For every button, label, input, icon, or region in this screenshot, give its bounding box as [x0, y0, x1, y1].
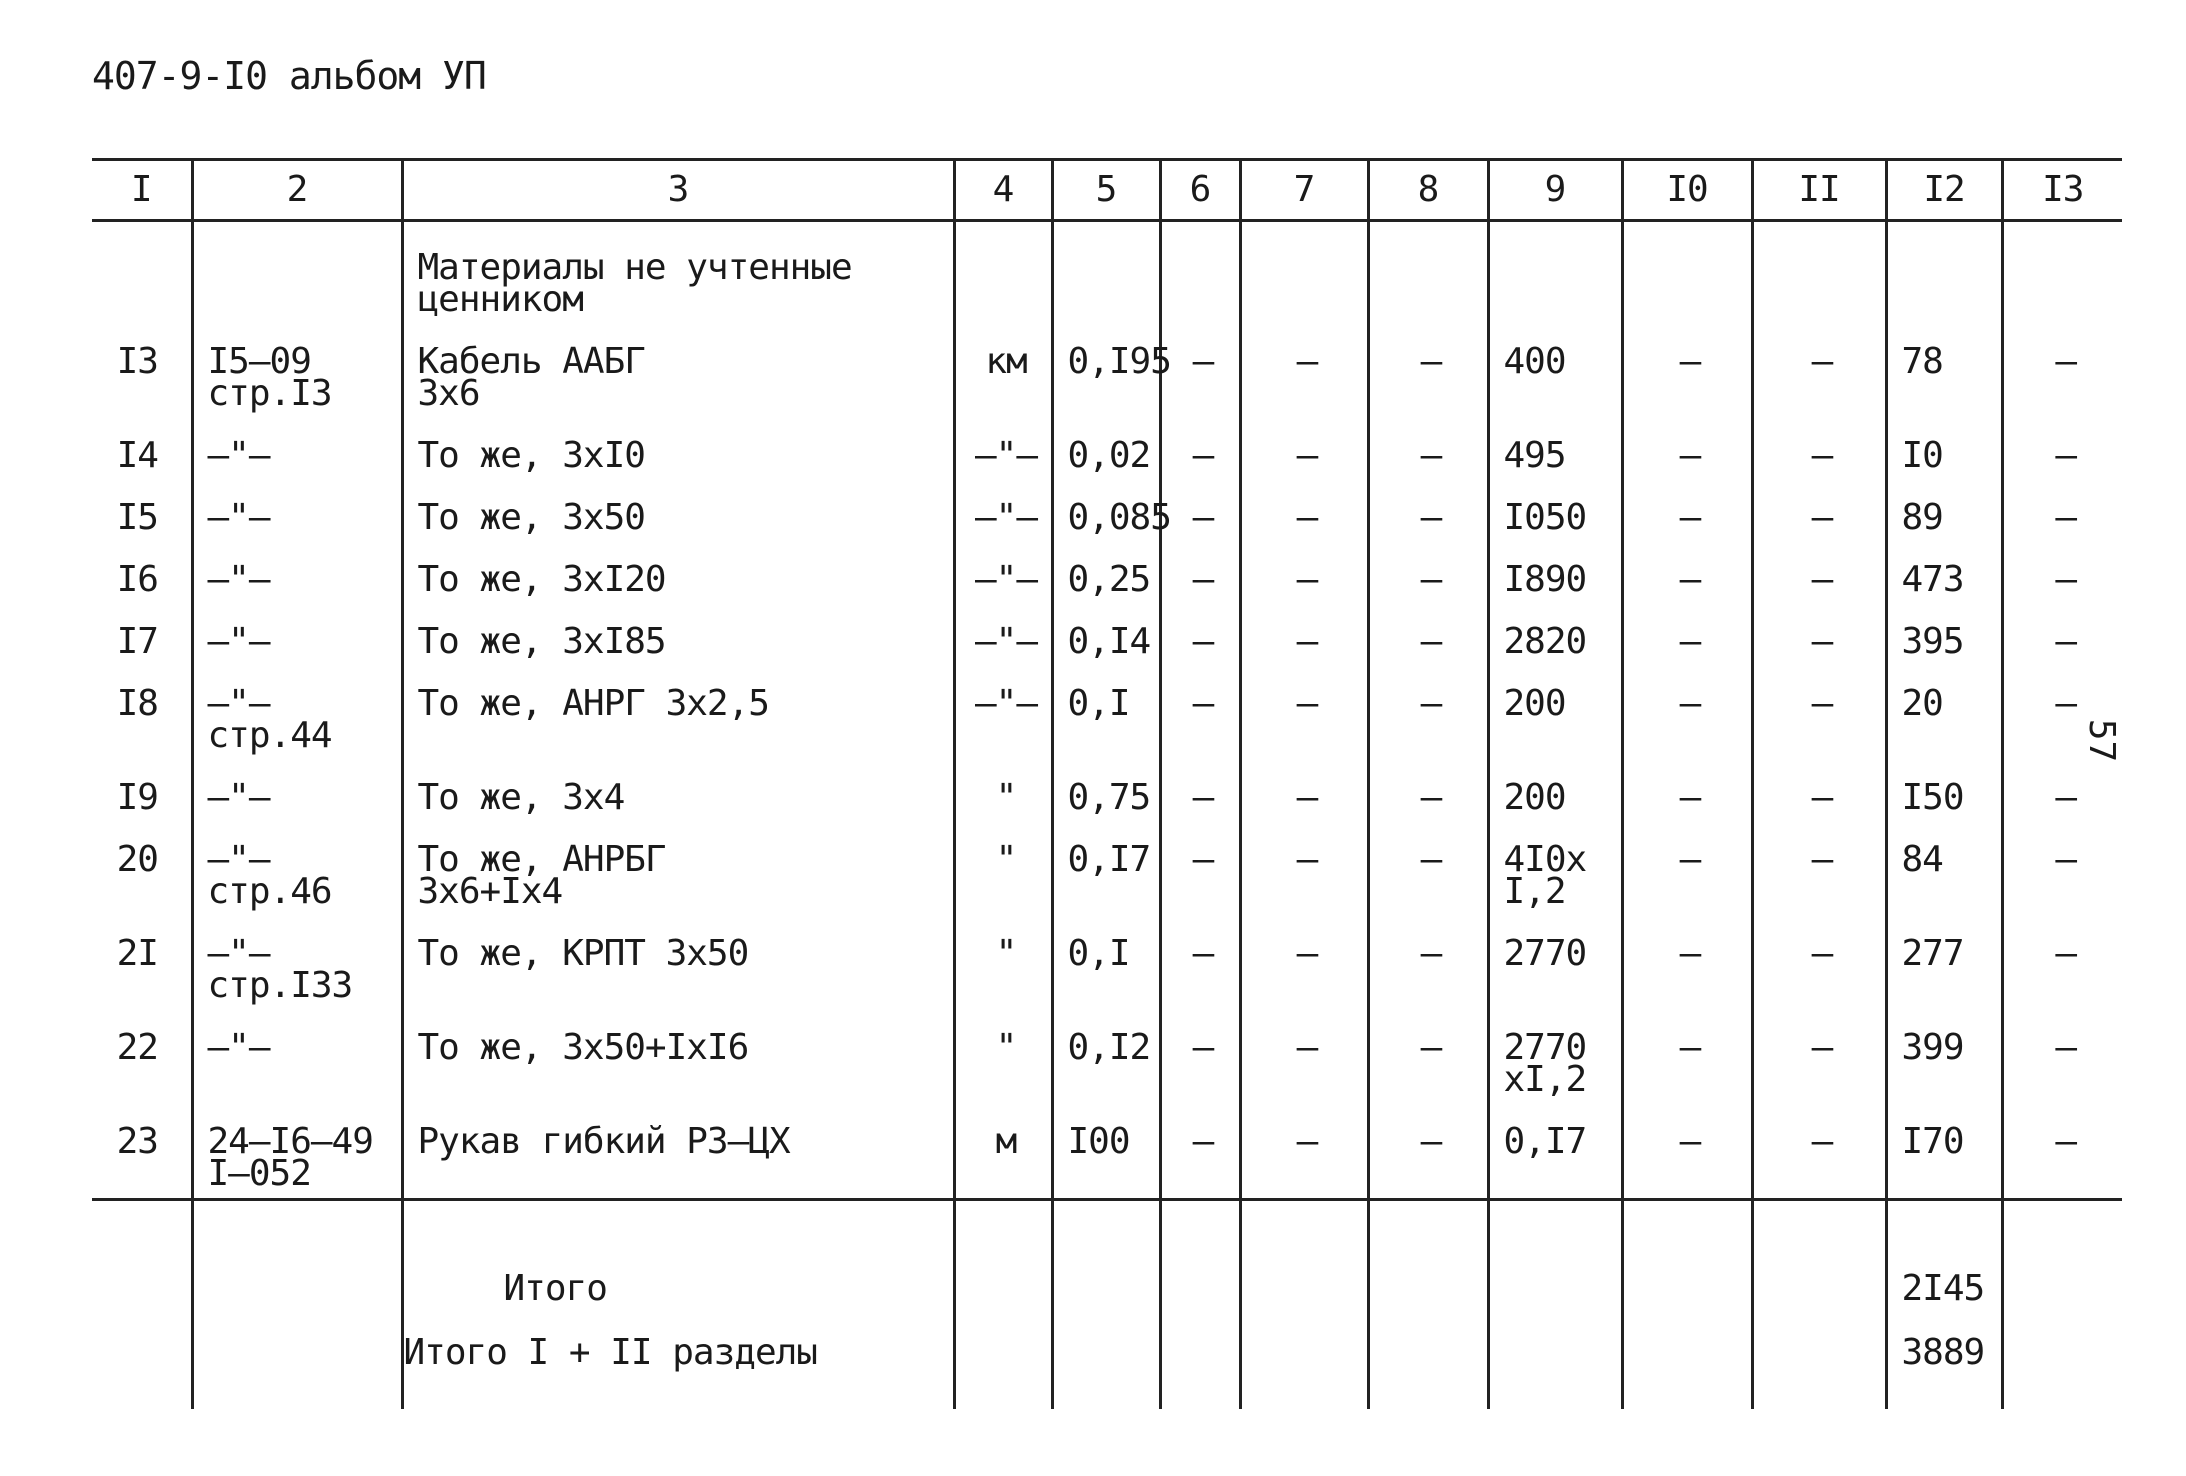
- unit: –"–: [954, 418, 1052, 480]
- price-code: –"– стр.44: [192, 666, 402, 760]
- quantity: 0,25: [1052, 542, 1160, 604]
- total-cost: 89: [1886, 480, 2002, 542]
- table-row: [92, 480, 2122, 542]
- col6-value: –: [1160, 1010, 1240, 1104]
- col6-value: –: [1160, 760, 1240, 822]
- unit-cost: 200: [1488, 760, 1622, 822]
- row-number: I5: [116, 497, 158, 538]
- col7-value: –: [1240, 822, 1368, 916]
- col13-value: –: [2002, 418, 2122, 480]
- total-cost: 395: [1886, 604, 2002, 666]
- row-number: I8: [116, 683, 158, 724]
- quantity: 0,75: [1052, 760, 1160, 822]
- unit-cost: I890: [1488, 542, 1622, 604]
- unit: ": [954, 822, 1052, 916]
- row-number: 2I: [116, 933, 158, 974]
- col11-value: –: [1752, 418, 1886, 480]
- table-body: [92, 221, 2122, 1200]
- col10-value: –: [1622, 1104, 1752, 1200]
- item-name: То же, АНРГ 3х2,5: [402, 666, 954, 760]
- table-row: [92, 822, 2122, 916]
- col11-value: –: [1752, 480, 1886, 542]
- col13-value: –: [2002, 604, 2122, 666]
- unit-cost: I050: [1488, 480, 1622, 542]
- document-header: 407-9-I0 альбом УП: [92, 54, 486, 98]
- price-code: –"– стр.46: [192, 822, 402, 916]
- quantity: 0,I: [1052, 666, 1160, 760]
- col11-value: –: [1752, 324, 1886, 418]
- row-number: 22: [116, 1027, 158, 1068]
- row-number: I6: [116, 559, 158, 600]
- table-row: [92, 418, 2122, 480]
- row-number: I7: [116, 621, 158, 662]
- table-row: [92, 1104, 2122, 1200]
- item-name: То же, КРПТ 3х50: [402, 916, 954, 1010]
- total-cost: I0: [1886, 418, 2002, 480]
- col7-value: –: [1240, 604, 1368, 666]
- col7-value: –: [1240, 324, 1368, 418]
- col8-value: –: [1368, 916, 1488, 1010]
- column-header: I2: [1886, 160, 2002, 221]
- item-name: То же, 3хI85: [402, 604, 954, 666]
- col11-value: –: [1752, 666, 1886, 760]
- col11-value: –: [1752, 916, 1886, 1010]
- unit: км: [954, 324, 1052, 418]
- column-header: 9: [1488, 160, 1622, 221]
- col7-value: –: [1240, 480, 1368, 542]
- col6-value: –: [1160, 822, 1240, 916]
- total-cost: 20: [1886, 666, 2002, 760]
- total-cost: 277: [1886, 916, 2002, 1010]
- column-header: I0: [1622, 160, 1752, 221]
- unit-cost: 0,I7: [1488, 1104, 1622, 1200]
- total-cost: 473: [1886, 542, 2002, 604]
- col6-value: –: [1160, 666, 1240, 760]
- col11-value: –: [1752, 604, 1886, 666]
- unit: ": [954, 916, 1052, 1010]
- unit: ": [954, 1010, 1052, 1104]
- column-header: 4: [954, 160, 1052, 221]
- col11-value: –: [1752, 760, 1886, 822]
- column-header: II: [1752, 160, 1886, 221]
- unit-cost: 4I0х I,2: [1488, 822, 1622, 916]
- table-row: [92, 324, 2122, 418]
- unit-cost: 2820: [1488, 604, 1622, 666]
- quantity: 0,02: [1052, 418, 1160, 480]
- col13-value: –: [2002, 480, 2122, 542]
- col7-value: –: [1240, 760, 1368, 822]
- col7-value: –: [1240, 1104, 1368, 1200]
- quantity: 0,I4: [1052, 604, 1160, 666]
- price-code: –"–: [192, 1010, 402, 1104]
- estimate-table: [92, 158, 2122, 1409]
- row-number: I9: [116, 777, 158, 818]
- col10-value: –: [1622, 916, 1752, 1010]
- price-code: –"–: [192, 542, 402, 604]
- column-header: I3: [2002, 160, 2122, 221]
- price-code: 24–I6–49 I–052: [192, 1104, 402, 1200]
- col13-value: –: [2002, 666, 2122, 760]
- column-header: 8: [1368, 160, 1488, 221]
- col8-value: –: [1368, 324, 1488, 418]
- total-cost: 84: [1886, 822, 2002, 916]
- unit-cost: 2770 хI,2: [1488, 1010, 1622, 1104]
- row-number: I3: [116, 341, 158, 382]
- col13-value: –: [2002, 1010, 2122, 1104]
- quantity: 0,085: [1052, 480, 1160, 542]
- col11-value: –: [1752, 1104, 1886, 1200]
- price-code: –"–: [192, 418, 402, 480]
- quantity: I00: [1052, 1104, 1160, 1200]
- col6-value: –: [1160, 604, 1240, 666]
- total-cost: I50: [1886, 760, 2002, 822]
- col13-value: –: [2002, 760, 2122, 822]
- col8-value: –: [1368, 666, 1488, 760]
- item-name: То же, 3х50+IхI6: [402, 1010, 954, 1104]
- grand-total-label: Итого I + II разделы: [403, 1332, 817, 1373]
- total-value: 2I45: [1901, 1268, 1985, 1309]
- col7-value: –: [1240, 916, 1368, 1010]
- column-header: 6: [1160, 160, 1240, 221]
- col8-value: –: [1368, 1010, 1488, 1104]
- unit: –"–: [954, 542, 1052, 604]
- total-label: Итого: [503, 1268, 607, 1309]
- header-row: [92, 160, 2122, 221]
- col8-value: –: [1368, 418, 1488, 480]
- grand-total-value: 3889: [1901, 1332, 1985, 1373]
- totals-values: [1886, 1200, 2002, 1410]
- col10-value: –: [1622, 418, 1752, 480]
- item-name: То же, 3х4: [402, 760, 954, 822]
- totals-labels: [402, 1200, 954, 1410]
- col8-value: –: [1368, 822, 1488, 916]
- total-cost: 399: [1886, 1010, 2002, 1104]
- column-header: 5: [1052, 160, 1160, 221]
- table-row: [92, 604, 2122, 666]
- totals-row: [92, 1200, 2122, 1410]
- table-row: [92, 916, 2122, 1010]
- column-header: I: [92, 160, 192, 221]
- col6-value: –: [1160, 480, 1240, 542]
- unit-cost: 2770: [1488, 916, 1622, 1010]
- col13-value: –: [2002, 542, 2122, 604]
- unit: –"–: [954, 480, 1052, 542]
- col10-value: –: [1622, 1010, 1752, 1104]
- price-code: –"–: [192, 604, 402, 666]
- col13-value: –: [2002, 1104, 2122, 1200]
- item-name: То же, 3х50: [402, 480, 954, 542]
- section-note-row: [92, 221, 2122, 325]
- col13-value: –: [2002, 916, 2122, 1010]
- price-code: –"– стр.I33: [192, 916, 402, 1010]
- unit: м: [954, 1104, 1052, 1200]
- page-number: 57: [2081, 718, 2123, 763]
- col11-value: –: [1752, 1010, 1886, 1104]
- total-cost: I70: [1886, 1104, 2002, 1200]
- row-number: 23: [116, 1121, 158, 1162]
- price-code: –"–: [192, 760, 402, 822]
- unit: –"–: [954, 604, 1052, 666]
- item-name: Рукав гибкий РЗ–ЦХ: [402, 1104, 954, 1200]
- item-name: То же, 3хI20: [402, 542, 954, 604]
- col10-value: –: [1622, 760, 1752, 822]
- table-row: [92, 760, 2122, 822]
- col10-value: –: [1622, 822, 1752, 916]
- col10-value: –: [1622, 666, 1752, 760]
- column-header: 7: [1240, 160, 1368, 221]
- unit-cost: 400: [1488, 324, 1622, 418]
- col7-value: –: [1240, 666, 1368, 760]
- table-row: [92, 666, 2122, 760]
- col8-value: –: [1368, 1104, 1488, 1200]
- section-note: Материалы не учтенные ценником: [402, 221, 954, 325]
- quantity: 0,I2: [1052, 1010, 1160, 1104]
- col8-value: –: [1368, 480, 1488, 542]
- price-code: I5–09 стр.I3: [192, 324, 402, 418]
- col10-value: –: [1622, 542, 1752, 604]
- quantity: 0,I7: [1052, 822, 1160, 916]
- col6-value: –: [1160, 324, 1240, 418]
- col10-value: –: [1622, 324, 1752, 418]
- row-number: 20: [116, 839, 158, 880]
- column-header: 2: [192, 160, 402, 221]
- col10-value: –: [1622, 480, 1752, 542]
- unit-cost: 200: [1488, 666, 1622, 760]
- col6-value: –: [1160, 1104, 1240, 1200]
- col7-value: –: [1240, 542, 1368, 604]
- unit: –"–: [954, 666, 1052, 760]
- column-header: 3: [402, 160, 954, 221]
- col11-value: –: [1752, 542, 1886, 604]
- col8-value: –: [1368, 760, 1488, 822]
- col13-value: –: [2002, 822, 2122, 916]
- item-name: То же, АНРБГ 3х6+Iх4: [402, 822, 954, 916]
- unit-cost: 495: [1488, 418, 1622, 480]
- table-row: [92, 1010, 2122, 1104]
- col13-value: –: [2002, 324, 2122, 418]
- quantity: 0,I95: [1052, 324, 1160, 418]
- col8-value: –: [1368, 604, 1488, 666]
- table-row: [92, 542, 2122, 604]
- col6-value: –: [1160, 418, 1240, 480]
- item-name: Кабель ААБГ 3х6: [402, 324, 954, 418]
- row-number: I4: [116, 435, 158, 476]
- col6-value: –: [1160, 542, 1240, 604]
- col10-value: –: [1622, 604, 1752, 666]
- item-name: То же, 3хI0: [402, 418, 954, 480]
- col8-value: –: [1368, 542, 1488, 604]
- col11-value: –: [1752, 822, 1886, 916]
- price-code: –"–: [192, 480, 402, 542]
- col7-value: –: [1240, 418, 1368, 480]
- total-cost: 78: [1886, 324, 2002, 418]
- quantity: 0,I: [1052, 916, 1160, 1010]
- col6-value: –: [1160, 916, 1240, 1010]
- col7-value: –: [1240, 1010, 1368, 1104]
- unit: ": [954, 760, 1052, 822]
